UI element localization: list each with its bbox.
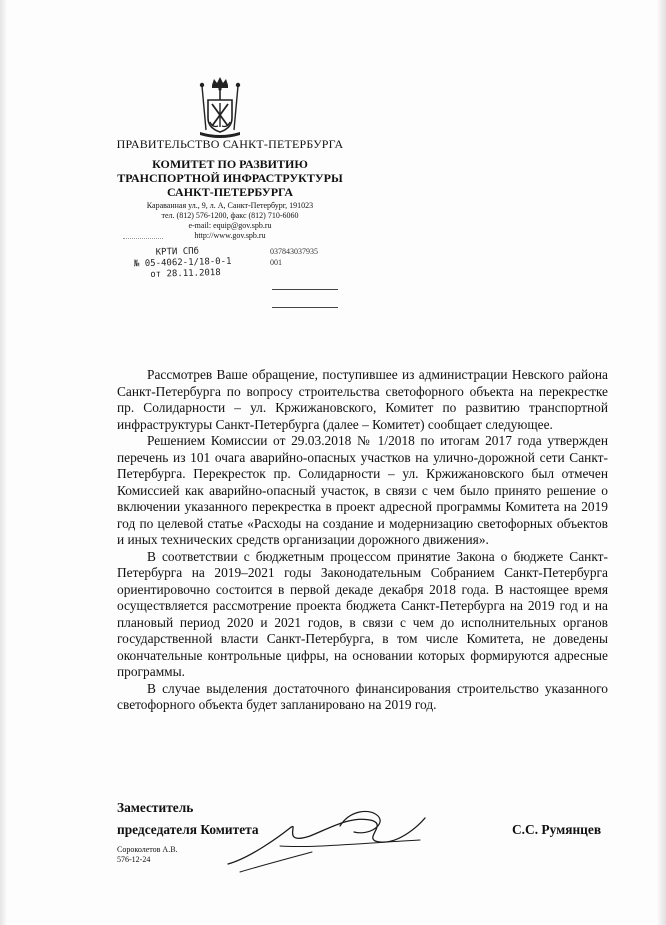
reference-number <box>270 246 318 268</box>
committee-line-2: ТРАНСПОРТНОЙ ИНФРАСТРУКТУРЫ <box>117 171 343 185</box>
contact-email: e-mail: equip@gov.spb.ru <box>188 221 272 230</box>
addressee-line-2 <box>272 307 338 308</box>
executor-name: Сороколетов А.В. <box>117 845 178 854</box>
executor-phone: 576-12-24 <box>117 855 151 864</box>
stamp-org: КРТИ СПб <box>155 246 200 258</box>
reference-line-2: 001 <box>270 258 282 267</box>
letter-body <box>117 367 608 714</box>
paragraph-1: Рассмотрев Ваше обращение, поступившее из администрации Невского района Санкт-Петербурга по вопросу строительства светофорного объекта на перекрестке пр. Солидарности – ул. Кржижановского, Комитет по развитию транспортной инфраструктуры Санкт-Петербурга (далее – Комитет) сообщает следующее. <box>117 367 608 432</box>
stamp-date: от 28.11.2018 <box>150 268 221 280</box>
signer-position-line-2: председателя Комитета <box>117 822 259 837</box>
committee-line-1: КОМИТЕТ ПО РАЗВИТИЮ <box>152 157 308 171</box>
registration-stamp <box>134 246 232 282</box>
handwritten-signature <box>220 806 460 876</box>
paragraph-2: Решением Комиссии от 29.03.2018 № 1/2018 по итогам 2017 года утвержден перечень из 101 очага аварийно-опасных участков на улично-дорожной сети Санкт-Петербурга. Перекресток пр. Солидарности – ул. Кржижановского был отмечен Комиссией как аварийно-опасный участок, в связи с чем было принято решение о включении указанного перекрестка в проект адресной программы Комитета на 2019 год по целевой статье «Расходы на создание и модернизацию светофорных объектов и иных технических средств организации дорожного движения». <box>117 433 608 547</box>
reference-line-1: 037843037935 <box>270 247 318 256</box>
coat-of-arms-icon <box>196 76 244 138</box>
addressee-line-1 <box>272 289 338 290</box>
committee-line-3: САНКТ-ПЕТЕРБУРГА <box>166 185 294 199</box>
stamp-number: № 05-4062-1/18-0-1 <box>133 256 232 270</box>
signer-position-line-1: Заместитель <box>117 800 194 815</box>
contact-phone: тел. (812) 576-1200, факс (812) 710-6060 <box>161 211 299 220</box>
government-title: ПРАВИТЕЛЬСТВО САНКТ-ПЕТЕРБУРГА <box>116 137 344 151</box>
committee-contacts <box>125 201 335 241</box>
contact-address: Караванная ул., 9, л. А, Санкт-Петербург, 191023 <box>146 201 314 210</box>
executor-info <box>117 845 178 865</box>
paragraph-3: В соответствии с бюджетным процессом принятие Закона о бюджете Санкт-Петербурга на 2019–2021 годы Законодательным Собранием Санкт-Петербурга ориентировочно состоится в первой декаде декабря 2018 года. В настоящее время осуществляется рассмотрение проекта бюджета Санкт-Петербурга на 2019 год и на плановый период 2020 и 2021 годов, в связи с чем до исполнительных органов государственной власти Санкт-Петербурга, в том числе Комитета, не доведены окончательные контрольные цифры, на основании которых формируются адресные программы. <box>117 548 608 679</box>
stamp-faint-line <box>123 238 163 243</box>
committee-name <box>110 157 350 199</box>
signer-name: С.С. Румянцев <box>512 822 602 837</box>
paragraph-4: В случае выделения достаточного финансирования строительство указанного светофорного объекта будет запланировано на 2019 год. <box>117 680 608 712</box>
contact-website: http://www.gov.spb.ru <box>194 231 266 240</box>
